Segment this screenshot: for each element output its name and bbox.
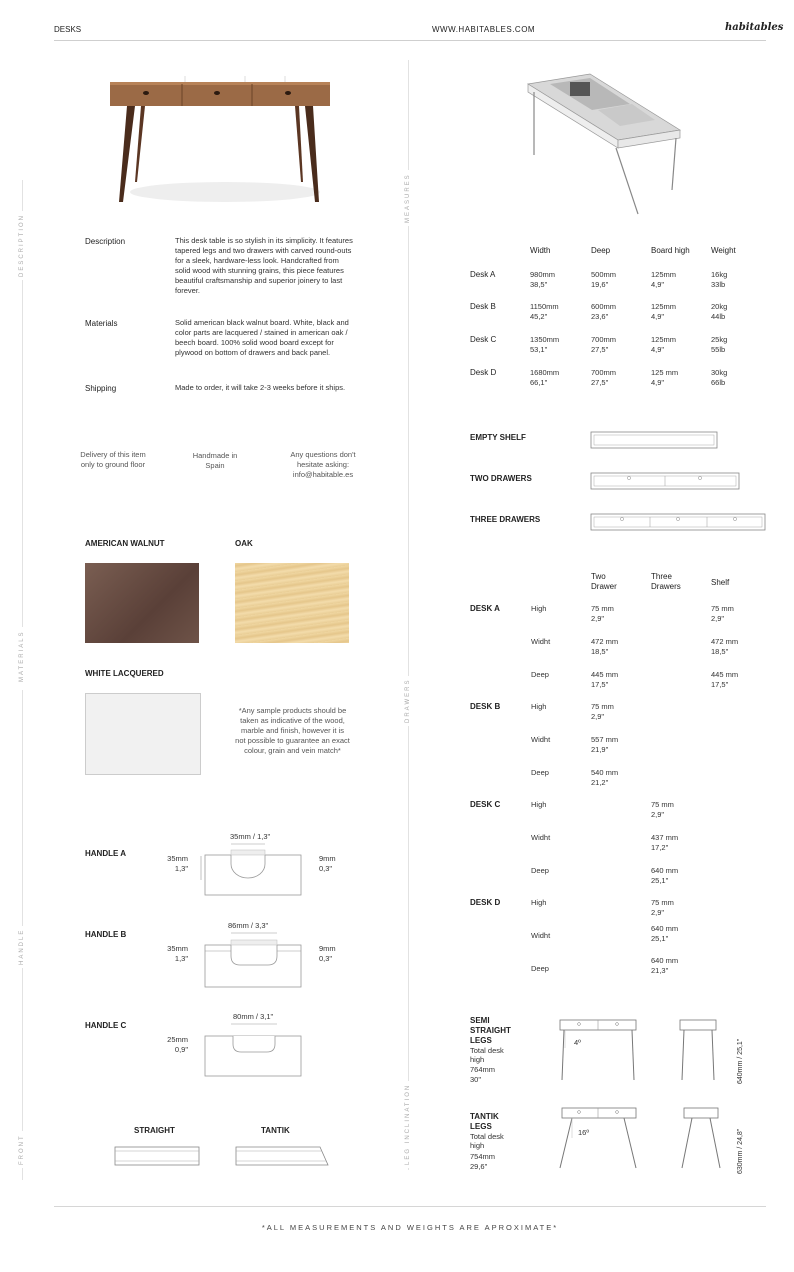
measures-header-width: Width: [530, 246, 551, 255]
footer-note: *ALL MEASUREMENTS AND WEIGHTS ARE APROXIMATE*: [261, 1223, 559, 1232]
dim-label-deep: Deep: [531, 768, 549, 777]
measures-width: 1680mm: [530, 368, 560, 377]
measures-board-in: 4,9": [651, 280, 665, 289]
leg-semi-title-2: STRAIGHT: [470, 1026, 511, 1035]
materials-text: Solid american black walnut board. White, black and color parts are lacquered / stained in american oak / beech board. 100% solid wood board except for plywood on bottom of drawers and back panel.: [175, 318, 349, 357]
drawers-desk-d: DESK D: [470, 898, 501, 907]
leg-semi-title-1: SEMI: [470, 1016, 490, 1025]
description-label: Description: [85, 237, 126, 246]
measures-deep-in: 23,6": [591, 312, 609, 321]
description-text: This desk table is so stylish in its simplicity. It features tapered legs and two drawers with carved round-outs for a sleek, hardware-less look. Handcrafted from solid wood with stunning grains, this piece features beautiful craftsmanship and superior joinery to last forever.: [175, 236, 353, 295]
measures-weight-lb: 55lb: [711, 345, 726, 354]
questions-note[interactable]: Any questions don't hesitate asking: info@habitable.es: [290, 450, 356, 479]
site-url[interactable]: WWW.HABITABLES.COM: [432, 25, 536, 34]
measures-board: 125mm: [651, 302, 677, 311]
leg-semi-sub-1: Total desk: [470, 1046, 504, 1055]
handle-c-title: HANDLE C: [85, 1021, 127, 1030]
front-tantik-title: TANTIK: [261, 1126, 290, 1135]
handle-b-title: HANDLE B: [85, 930, 127, 939]
shipping-text: Made to order, it will take 2-3 weeks before it ships.: [175, 383, 346, 392]
oak-swatch[interactable]: [235, 563, 349, 643]
handle-b-height-in: 1,3": [174, 954, 188, 963]
drawer-value-in: 17,5": [591, 680, 609, 689]
measures-width: 1350mm: [530, 335, 560, 344]
leg-tantik-in: 29,6": [470, 1162, 488, 1171]
measures-header-board: Board high: [651, 246, 690, 255]
leg-semi-angle: 4º: [574, 1038, 581, 1047]
leg-tantik-side-dim: 630mm / 24,8": [737, 1128, 744, 1174]
drawers-desk-c: DESK C: [470, 800, 501, 809]
dim-label-deep: Deep: [531, 964, 549, 973]
leg-semi-sub-2: high: [470, 1055, 485, 1064]
drawer-three-value: 640 mm: [651, 956, 679, 965]
drawer-three-value: 437 mm: [651, 833, 679, 842]
measures-desk-name: Desk D: [470, 368, 497, 377]
drawer-three-value-in: 17,2": [651, 843, 669, 852]
white-swatch[interactable]: [85, 693, 201, 775]
drawer-three-value-in: 2,9": [651, 908, 665, 917]
measures-desk-name: Desk B: [470, 302, 496, 311]
handle-c-width: 80mm / 3,1": [233, 1012, 274, 1021]
drawer-value-in: 2,9": [591, 712, 605, 721]
handle-b-height: 35mm: [167, 944, 188, 953]
measures-header-deep: Deep: [591, 246, 611, 255]
dim-label-deep: Deep: [531, 670, 549, 679]
drawers-desk-a: DESK A: [470, 604, 500, 613]
drawer-value-in: 21,9": [591, 745, 609, 754]
leg-tantik-angle: 16º: [578, 1128, 590, 1137]
dim-label-width: Widht: [531, 735, 551, 744]
dim-label-high: High: [531, 898, 547, 907]
handle-c-drawing: [195, 1022, 310, 1080]
sample-note: *Any sample products should be taken as indicative of the wood, marble and finish, however it is not possible to guarantee an exact colour, grain and vein match*: [235, 706, 350, 755]
handle-c-height: 25mm: [167, 1035, 188, 1044]
drawer-three-value-in: 25,1": [651, 934, 669, 943]
measures-board: 125mm: [651, 270, 677, 279]
two-drawers-drawing: [590, 472, 742, 492]
leg-semi-title-3: LEGS: [470, 1036, 492, 1045]
handle-c-height-in: 0,9": [174, 1045, 188, 1054]
shipping-label: Shipping: [85, 384, 117, 393]
leg-semi-mm: 764mm: [470, 1065, 496, 1074]
drawer-value: 445 mm: [591, 670, 619, 679]
handle-a-drawing: [195, 842, 310, 898]
drawer-three-value: 75 mm: [651, 898, 674, 907]
drawer-value: 557 mm: [591, 735, 619, 744]
walnut-swatch[interactable]: [85, 563, 199, 643]
measures-deep: 700mm: [591, 368, 617, 377]
dim-label-width: Widht: [531, 637, 551, 646]
center-guide: [408, 60, 409, 1170]
drawer-value-in: 18,5": [591, 647, 609, 656]
desk-isometric-image: [520, 70, 695, 220]
measures-weight: 16kg: [711, 270, 728, 279]
header-divider: [54, 40, 766, 41]
measures-deep: 600mm: [591, 302, 617, 311]
shelf-value-in: 2,9": [711, 614, 725, 623]
drawers-desk-b: DESK B: [470, 702, 501, 711]
desk-product-image: [105, 72, 335, 212]
drawer-value: 472 mm: [591, 637, 619, 646]
brand-logo: habitables: [725, 22, 784, 33]
dim-label-high: High: [531, 800, 547, 809]
leg-semi-in: 30": [470, 1075, 482, 1084]
measures-width-in: 53,1": [530, 345, 548, 354]
leg-semi-side-dim: 640mm / 25,1": [737, 1038, 744, 1084]
handle-a-height: 35mm: [167, 854, 188, 863]
dim-label-width: Widht: [531, 931, 551, 940]
measures-width: 1150mm: [530, 302, 559, 311]
leg-tantik-sub-2: high: [470, 1141, 485, 1150]
handle-a-title: HANDLE A: [85, 849, 127, 858]
side-label-materials: MATERIALS: [19, 627, 25, 685]
leg-tantik-title-2: LEGS: [470, 1122, 492, 1131]
measures-board: 125mm: [651, 335, 677, 344]
measures-width-in: 66,1": [530, 378, 548, 387]
dim-label-width: Widht: [531, 833, 551, 842]
side-label-leg-inclination: LEG INCLINATION: [405, 1081, 411, 1168]
measures-board: 125 mm: [651, 368, 679, 377]
handle-a-depth-in: 0,3": [319, 864, 333, 873]
measures-desk-name: Desk A: [470, 270, 496, 279]
side-label-measures: MEASURES: [405, 170, 411, 226]
shelf-value: 445 mm: [711, 670, 739, 679]
side-label-handle: HANDLE: [19, 926, 25, 968]
measures-weight-lb: 33lb: [711, 280, 726, 289]
empty-shelf-drawing: [590, 431, 720, 451]
drawer-value-in: 21,2": [591, 778, 609, 787]
drawer-three-value-in: 21,3": [651, 966, 669, 975]
drawers-header-two: Two Drawer: [591, 572, 617, 591]
shelf-type-empty: EMPTY SHELF: [470, 433, 526, 442]
white-title: WHITE LACQUERED: [85, 669, 164, 678]
leg-tantik-mm: 754mm: [470, 1152, 496, 1161]
drawer-three-value: 640 mm: [651, 924, 679, 933]
three-drawers-drawing: [590, 513, 768, 533]
leg-semi-side-drawing: [676, 1018, 720, 1084]
shelf-value-in: 17,5": [711, 680, 729, 689]
side-label-front: FRONT: [19, 1131, 25, 1168]
drawer-value-in: 2,9": [591, 614, 605, 623]
dim-label-deep: Deep: [531, 866, 549, 875]
leg-tantik-side-drawing: [678, 1106, 724, 1172]
shelf-value-in: 18,5": [711, 647, 729, 656]
measures-board-in: 4,9": [651, 378, 665, 387]
front-straight-drawing: [114, 1146, 200, 1168]
handle-b-width: 86mm / 3,3": [228, 921, 269, 930]
leg-tantik-title-1: TANTIK: [470, 1112, 499, 1121]
measures-weight: 25kg: [711, 335, 728, 344]
handle-b-drawing: [195, 931, 310, 989]
shelf-type-two-drawers: TWO DRAWERS: [470, 474, 532, 483]
walnut-title: AMERICAN WALNUT: [85, 539, 165, 548]
handle-a-depth: 9mm: [319, 854, 336, 863]
handle-a-width: 35mm / 1,3": [230, 832, 271, 841]
shelf-value: 75 mm: [711, 604, 734, 613]
shelf-value: 472 mm: [711, 637, 739, 646]
measures-deep: 500mm: [591, 270, 617, 279]
measures-header-weight: Weight: [711, 246, 736, 255]
drawer-three-value-in: 25,1": [651, 876, 669, 885]
measures-weight: 20kg: [711, 302, 728, 311]
shelf-type-three-drawers: THREE DRAWERS: [470, 515, 541, 524]
drawer-value: 75 mm: [591, 702, 614, 711]
measures-deep: 700mm: [591, 335, 617, 344]
dim-label-high: High: [531, 604, 547, 613]
drawer-three-value: 75 mm: [651, 800, 674, 809]
side-label-drawers: DRAWERS: [405, 676, 411, 726]
measures-deep-in: 27,5": [591, 345, 609, 354]
delivery-note: Delivery of this item only to ground floor: [80, 450, 146, 469]
measures-width: 980mm: [530, 270, 556, 279]
measures-desk-name: Desk C: [470, 335, 497, 344]
leg-tantik-front-drawing: [558, 1106, 640, 1172]
measures-weight-lb: 66lb: [711, 378, 726, 387]
drawer-three-value-in: 2,9": [651, 810, 665, 819]
measures-deep-in: 19,6": [591, 280, 609, 289]
measures-weight-lb: 44lb: [711, 312, 726, 321]
side-label-description: DESCRIPTION: [19, 211, 25, 280]
section-title: DESKS: [54, 25, 82, 34]
handle-b-depth-in: 0,3": [319, 954, 333, 963]
measures-weight: 30kg: [711, 368, 728, 377]
measures-width-in: 38,5": [530, 280, 548, 289]
handmade-note: Handmade in Spain: [192, 451, 238, 470]
drawers-header-shelf: Shelf: [711, 578, 730, 587]
leg-semi-front-drawing: [558, 1018, 640, 1084]
measures-width-in: 45,2": [530, 312, 548, 321]
dim-label-high: High: [531, 702, 547, 711]
materials-label: Materials: [85, 319, 118, 328]
measures-deep-in: 27,5": [591, 378, 609, 387]
leg-tantik-sub-1: Total desk: [470, 1132, 504, 1141]
measures-board-in: 4,9": [651, 345, 665, 354]
measures-board-in: 4,9": [651, 312, 665, 321]
front-straight-title: STRAIGHT: [134, 1126, 175, 1135]
footer-divider: [54, 1206, 766, 1207]
drawer-value: 75 mm: [591, 604, 614, 613]
handle-b-depth: 9mm: [319, 944, 336, 953]
drawer-value: 540 mm: [591, 768, 619, 777]
drawers-header-three: Three Drawers: [651, 572, 681, 591]
handle-a-height-in: 1,3": [174, 864, 188, 873]
front-tantik-drawing: [235, 1146, 331, 1168]
oak-title: OAK: [235, 539, 253, 548]
drawer-three-value: 640 mm: [651, 866, 679, 875]
